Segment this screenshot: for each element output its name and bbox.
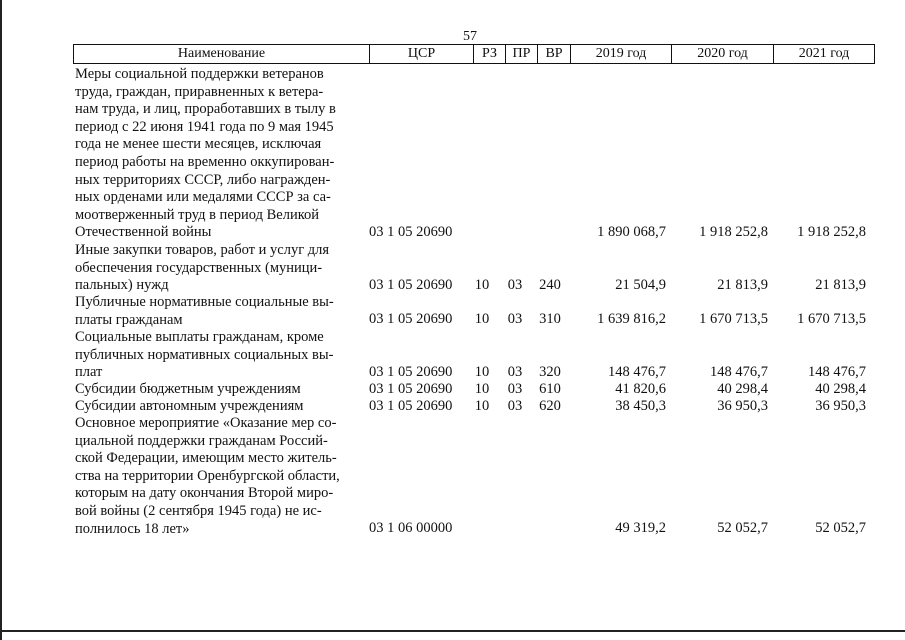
row-2019: 38 450,3 (615, 398, 666, 414)
header-vr: ВР (537, 45, 570, 63)
row-name: Социальные выплаты гражданам, кроме публичных нормативных социальных вы- плат (75, 329, 334, 381)
header-rz: РЗ (473, 45, 505, 63)
row-2019: 41 820,6 (615, 381, 666, 397)
row-2019: 1 639 816,2 (597, 311, 666, 327)
row-2020: 21 813,9 (717, 277, 768, 293)
row-vr: 620 (539, 398, 561, 414)
row-csr: 03 1 05 20690 (369, 224, 453, 240)
row-name: Иные закупки товаров, работ и услуг для обеспечения государственных (муници- пальных) нужд (75, 242, 330, 294)
header-csr: ЦСР (369, 45, 473, 63)
row-2019: 148 476,7 (608, 364, 666, 380)
table-header (73, 44, 875, 64)
row-name: Субсидии бюджетным учреждениям (75, 381, 301, 397)
row-rz: 10 (474, 398, 490, 414)
row-csr: 03 1 05 20690 (369, 381, 453, 397)
row-csr: 03 1 05 20690 (369, 277, 453, 293)
row-2021: 40 298,4 (815, 381, 866, 397)
row-2021: 1 670 713,5 (797, 311, 866, 327)
row-name: Публичные нормативные социальные вы- платы гражданам (75, 294, 334, 328)
row-2019: 21 504,9 (615, 277, 666, 293)
row-pr: 03 (507, 311, 523, 327)
row-2021: 21 813,9 (815, 277, 866, 293)
row-2020: 148 476,7 (710, 364, 768, 380)
header-2021: 2021 год (773, 45, 874, 63)
row-rz: 10 (474, 277, 490, 293)
row-vr: 240 (539, 277, 561, 293)
page-number: 57 (463, 29, 477, 44)
header-pr: ПР (505, 45, 537, 63)
row-2020: 1 918 252,8 (699, 224, 768, 240)
header-2019: 2019 год (570, 45, 671, 63)
row-pr: 03 (507, 364, 523, 380)
header-2020: 2020 год (671, 45, 773, 63)
row-2021: 1 918 252,8 (797, 224, 866, 240)
row-vr: 310 (539, 311, 561, 327)
row-csr: 03 1 05 20690 (369, 311, 453, 327)
row-csr: 03 1 06 00000 (369, 520, 453, 536)
row-csr: 03 1 05 20690 (369, 364, 453, 380)
row-2021: 36 950,3 (815, 398, 866, 414)
row-2021: 52 052,7 (815, 520, 866, 536)
row-2019: 49 319,2 (615, 520, 666, 536)
row-csr: 03 1 05 20690 (369, 398, 453, 414)
row-pr: 03 (507, 277, 523, 293)
row-vr: 320 (539, 364, 561, 380)
row-2020: 36 950,3 (717, 398, 768, 414)
row-2020: 40 298,4 (717, 381, 768, 397)
page-bottom-border (0, 630, 905, 632)
row-rz: 10 (474, 311, 490, 327)
row-2019: 1 890 068,7 (597, 224, 666, 240)
row-2020: 1 670 713,5 (699, 311, 768, 327)
row-2021: 148 476,7 (808, 364, 866, 380)
row-vr: 610 (539, 381, 561, 397)
row-pr: 03 (507, 398, 523, 414)
row-name: Основное мероприятие «Оказание мер со- циальной поддержки гражданам Россий- ской Федерации, имеющим место житель- ства на территории Оренбургской области, которым на дату окончания Второй миро- вой войны (2 сентября 1945 года) не ис- полнилось 18 лет» (75, 415, 340, 537)
row-name: Субсидии автономным учреждениям (75, 398, 304, 414)
header-name: Наименование (177, 46, 266, 61)
row-rz: 10 (474, 364, 490, 380)
page-left-border (0, 0, 2, 640)
row-2020: 52 052,7 (717, 520, 768, 536)
row-name: Меры социальной поддержки ветеранов труда, граждан, приравненных к ветера- нам труда, и лиц, проработавших в тылу в период с 22 июня 1941 года по 9 мая 1945 года не менее шести месяцев, исключая период работы на временно оккупирован- ных территориях СССР, либо награжден- ных орденами или медалями СССР за са- моотверженный труд в период Великой Отечественной войны (75, 66, 336, 241)
row-rz: 10 (474, 381, 490, 397)
row-pr: 03 (507, 381, 523, 397)
